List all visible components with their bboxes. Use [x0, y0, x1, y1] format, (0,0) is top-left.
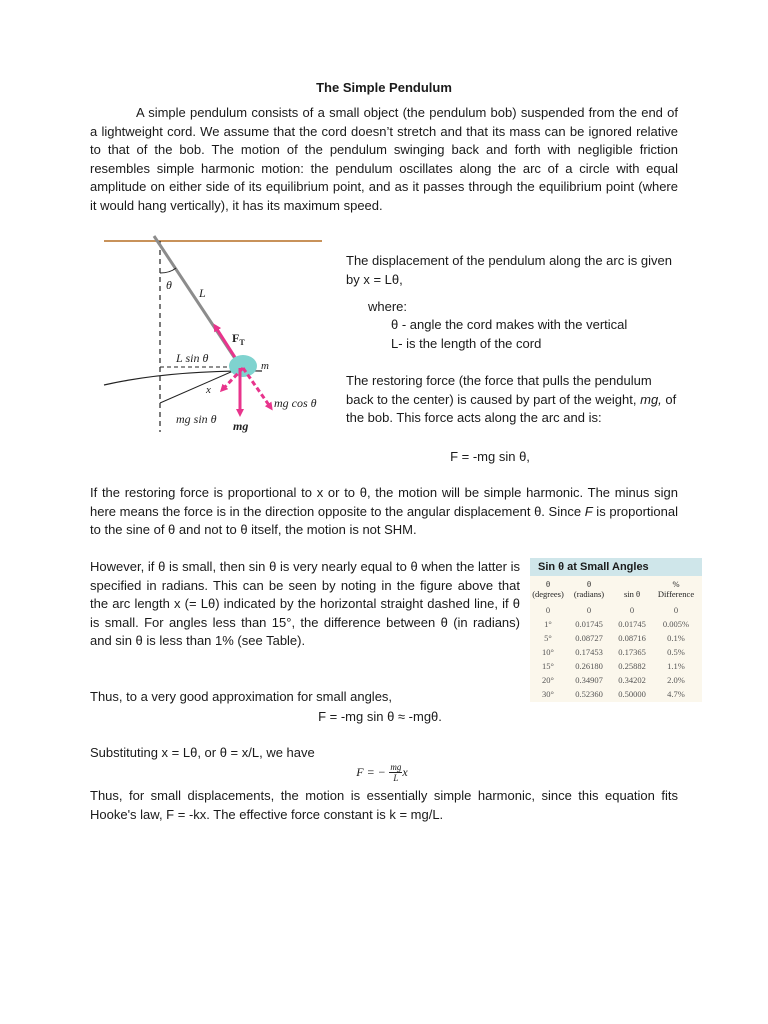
mg-sin-theta-label: mg sin θ — [176, 412, 217, 426]
substitution-text: Substituting x = Lθ, or θ = x/L, we have — [90, 745, 315, 760]
table-header-cell — [566, 579, 612, 599]
pendulum-bob — [229, 355, 257, 377]
table-cell: 10° — [542, 647, 554, 657]
equation-x: x — [402, 764, 408, 779]
mg-cos-theta-label: mg cos θ — [274, 396, 317, 410]
table-header-bottom: Difference — [657, 589, 695, 599]
table-cell: 0 — [586, 605, 592, 615]
table-cell: 0.005% — [662, 619, 690, 629]
table-cell: 15° — [542, 661, 554, 671]
page-title: The Simple Pendulum — [316, 80, 452, 95]
shm-paragraph-f: F — [584, 503, 593, 519]
table-row — [530, 603, 702, 617]
table-cell: 2.0% — [667, 675, 685, 685]
restoring-force-text — [346, 372, 681, 428]
table-cell: 0.25882 — [618, 661, 646, 671]
table-row — [530, 659, 702, 673]
table-header-top: θ — [586, 579, 592, 589]
approximation-text: Thus, to a very good approximation for small angles, — [90, 689, 393, 704]
tension-label-letter: F — [232, 331, 240, 345]
table-cell: 5° — [544, 633, 552, 643]
table-header-bottom: (degrees) — [532, 589, 564, 599]
table-cell: 0.50000 — [618, 689, 646, 699]
table-header-cell — [530, 579, 566, 599]
shm-paragraph-b: is proportional to the sine of θ and not to θ itself, the motion is not SHM. — [90, 503, 678, 538]
fraction-numerator: mg — [390, 762, 402, 772]
table-cell: 0 — [629, 605, 635, 615]
table-header-cell — [612, 579, 652, 599]
restoring-force-text-b: of the bob. This force acts along the arc and is: — [346, 391, 677, 426]
table-row — [530, 673, 702, 687]
tension-label — [232, 331, 245, 347]
sin-small-angles-table — [530, 558, 702, 702]
small-angle-paragraph: However, if θ is small, then sin θ is very nearly equal to θ when the latter is specified in radians. This can be seen by noting in the figure above that the arc length x (= Lθ) indicated by the horizontal straight dashed line, if θ is small. For angles less than 15°, the difference between θ (in radians) and sin θ is less than 1% (see Table). — [90, 559, 520, 649]
table-row — [530, 617, 702, 631]
table-cell: 0.01745 — [618, 619, 646, 629]
table-header-top: % — [672, 579, 680, 589]
equation-restoring-force: F = -mg sin θ, — [450, 449, 530, 464]
table-cell: 0.5% — [667, 647, 685, 657]
table-title: Sin θ at Small Angles — [530, 558, 702, 576]
table-header-top: θ — [545, 579, 551, 589]
where-theta-definition: θ - angle the cord makes with the vertical — [391, 317, 628, 332]
theta-arc — [160, 268, 176, 273]
table-header-cell — [652, 579, 700, 599]
conclusion-paragraph: Thus, for small displacements, the motion is essentially simple harmonic, since this equation fits Hooke's law, F = -kx. The effective force constant is k = mg/L. — [90, 788, 678, 822]
shm-paragraph-a: If the restoring force is proportional to x or to θ, the motion will be simple harmonic. The minus sign here means the force is in the direction opposite to the angular displacement θ. Since — [90, 485, 678, 519]
table-header-bottom: (radians) — [573, 589, 605, 599]
equation-lhs: F = − — [356, 764, 386, 779]
table-cell: 0.08727 — [575, 633, 603, 643]
l-sin-theta-label: L sin θ — [176, 351, 209, 365]
equation-fraction — [389, 762, 402, 783]
where-label: where: — [368, 299, 408, 314]
table-cell: 30° — [542, 689, 554, 699]
restoring-force-mg: mg, — [640, 391, 662, 407]
table-cell: 0 — [545, 605, 551, 615]
intro-paragraph: A simple pendulum consists of a small object (the pendulum bob) suspended from the end of a lightweight cord. We assume that the cord doesn’t stretch and that its mass can be ignored relative to that of the bob. The motion of the pendulum swinging back and forth with negligible friction resembles simple harmonic motion: the pendulum oscillates along the arc of a circle with equal amplitude on either side of its equilibrium point, and as it passes through the equilibrium point (where it would hang vertically), it has its maximum speed. — [90, 105, 678, 213]
table-header-top — [612, 579, 652, 589]
x-chord-line — [160, 368, 240, 403]
tension-label-subscript: T — [239, 338, 245, 347]
weight-label: mg — [233, 419, 249, 433]
equation-approximation: F = -mg sin θ ≈ -mgθ. — [318, 709, 442, 724]
length-label: L — [199, 286, 206, 300]
table-row — [530, 645, 702, 659]
restoring-force-text-a: The restoring force (the force that pulls the pendulum back to the center) is caused by part of the weight, — [346, 373, 652, 407]
table-cell: 0.26180 — [575, 661, 603, 671]
where-length-definition: L- is the length of the cord — [391, 336, 542, 351]
table-cell: 0.34202 — [618, 675, 646, 685]
theta-label: θ — [166, 278, 172, 292]
pendulum-figure — [100, 228, 332, 438]
displacement-text: The displacement of the pendulum along the arc is given by x = Lθ, — [346, 253, 672, 287]
table-cell: 0.52360 — [575, 689, 603, 699]
equation-hookes-form — [0, 762, 766, 784]
x-label: x — [206, 384, 211, 396]
table-cell: 0.08716 — [618, 633, 646, 643]
table-cell: 1° — [544, 619, 552, 629]
table-row — [530, 631, 702, 645]
table-cell: 0.17365 — [618, 647, 646, 657]
table-header-bottom: sin θ — [623, 589, 641, 599]
table-cell: 0 — [673, 605, 679, 615]
table-cell: 20° — [542, 675, 554, 685]
table-cell: 4.7% — [667, 689, 685, 699]
table-header-row — [530, 576, 702, 599]
table-cell: 0.17453 — [575, 647, 603, 657]
fraction-denominator: L — [393, 773, 399, 783]
table-cell: 0.34907 — [575, 675, 603, 685]
table-cell: 0.01745 — [575, 619, 603, 629]
mass-label: m — [261, 360, 269, 372]
table-cell: 0.1% — [667, 633, 685, 643]
shm-paragraph — [90, 484, 678, 540]
table-cell: 1.1% — [667, 661, 685, 671]
